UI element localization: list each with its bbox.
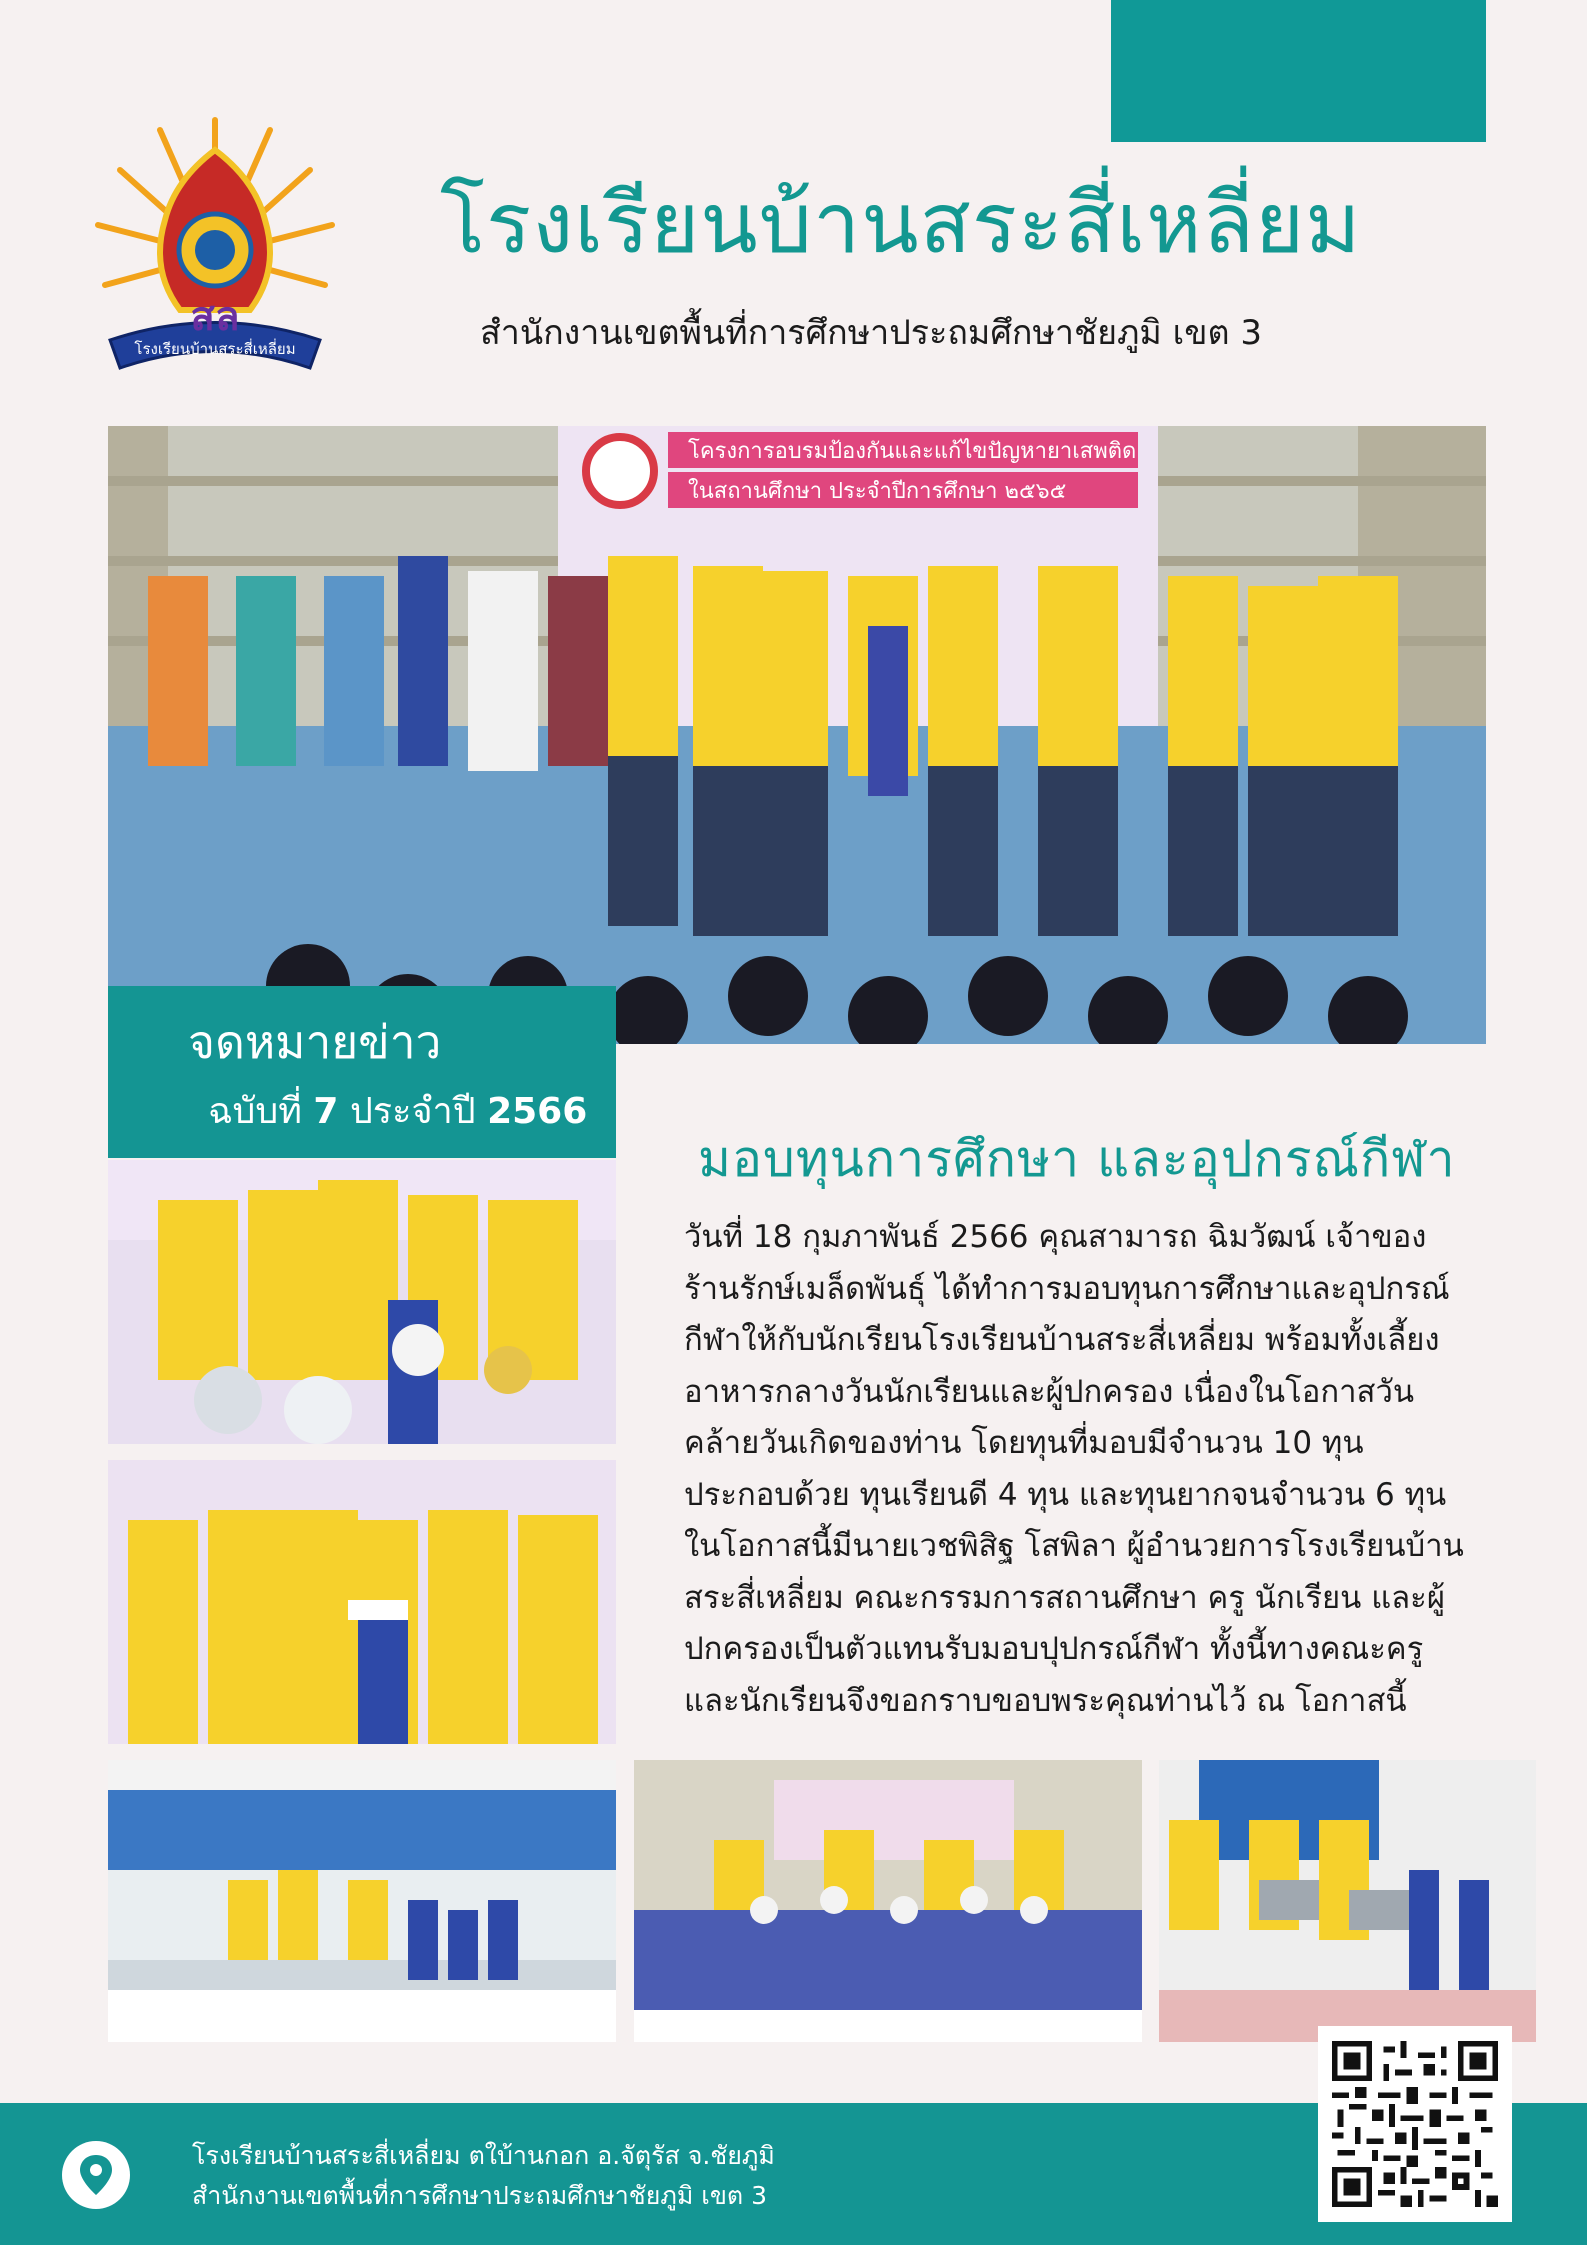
education-office-subtitle: สำนักงานเขตพื้นที่การศึกษาประถมศึกษาชัยภูมิ เขต 3 <box>480 313 1263 353</box>
article-line: ในโอกาสนี้มีนายเวชพิสิฐ โสพิลา ผู้อำนวยการโรงเรียนบ้าน <box>684 1528 1464 1564</box>
article-line: ปกครองเป็นตัวแทนรับมอบปุปกรณ์กีฬา ทั้งนี้ทางคณะครู <box>684 1631 1424 1667</box>
article-line: คล้ายวันเกิดของท่าน โดยทุนที่มอบมีจำนวน 10 ทุน <box>684 1425 1364 1461</box>
article-headline: มอบทุนการศึกษา และอุปกรณ์กีฬา <box>698 1130 1456 1188</box>
issue-middle: ประจำปี <box>349 1091 476 1132</box>
article-line: และนักเรียนจึงขอกราบขอบพระคุณท่านไว้ ณ โอกาสนี้ <box>684 1682 1407 1719</box>
banner-line-2: ในสถานศึกษา ประจำปีการศึกษา ๒๕๖๕ <box>688 479 1067 504</box>
lunch-photo-1 <box>108 1760 616 2042</box>
article-line: วันที่ 18 กุมภาพันธ์ 2566 คุณสามารถ ฉิมวัฒน์ เจ้าของ <box>684 1219 1427 1255</box>
issue-prefix: ฉบับที่ <box>208 1091 302 1132</box>
newsletter-issue-box <box>108 986 616 1158</box>
lunch-photo-2 <box>1159 1760 1536 2042</box>
newsletter-title: จดหมายข่าว <box>188 1015 442 1069</box>
issue-year: 2566 <box>487 1091 588 1132</box>
banner-line-1: โครงการอบรมป้องกันและแก้ไขปัญหายาเสพติด <box>688 439 1137 464</box>
school-logo <box>90 110 340 380</box>
main-event-photo <box>108 426 1486 1044</box>
logo-school-text: โรงเรียนบ้านสระสี่เหลี่ยม <box>134 340 296 358</box>
scholarship-handover-photo <box>108 1460 616 1744</box>
school-name-title: โรงเรียนบ้านสระสี่เหลี่ยม <box>440 174 1362 272</box>
footer-address: โรงเรียนบ้านสระสี่เหลี่ยม ตใบ้านกอก อ.จัตุรัส จ.ชัยภูมิ <box>192 2141 775 2170</box>
newsletter-issue-line <box>208 1082 587 1139</box>
qr-code[interactable] <box>1318 2026 1512 2222</box>
article-line: อาหารกลางวันนักเรียนและผู้ปกครอง เนื่องในโอกาสวัน <box>684 1373 1415 1410</box>
location-pin-icon <box>62 2141 130 2209</box>
article-line: ร้านรักษ์เมล็ดพันธุ์ ได้ทำการมอบทุนการศึกษาและอุปกรณ์ <box>684 1270 1450 1307</box>
article-line: สระสี่เหลี่ยม คณะกรรมการสถานศึกษา ครู นักเรียน และผู้ <box>684 1579 1445 1616</box>
group-photo-with-balls <box>634 1760 1142 2042</box>
sports-equipment-photo <box>108 1160 616 1444</box>
article-body <box>684 1212 1544 1727</box>
footer-office: สำนักงานเขตพื้นที่การศึกษาประถมศึกษาชัยภูมิ เขต 3 <box>192 2181 768 2210</box>
logo-initials: สล <box>190 294 240 340</box>
article-line: กีฬาให้กับนักเรียนโรงเรียนบ้านสระสี่เหลี่ยม พร้อมทั้งเลี้ยง <box>684 1322 1440 1358</box>
issue-number: 7 <box>313 1091 339 1132</box>
article-line: ประกอบด้วย ทุนเรียนดี 4 ทุน และทุนยากจนจำนวน 6 ทุน <box>684 1476 1447 1513</box>
top-accent-bar <box>1111 0 1486 142</box>
